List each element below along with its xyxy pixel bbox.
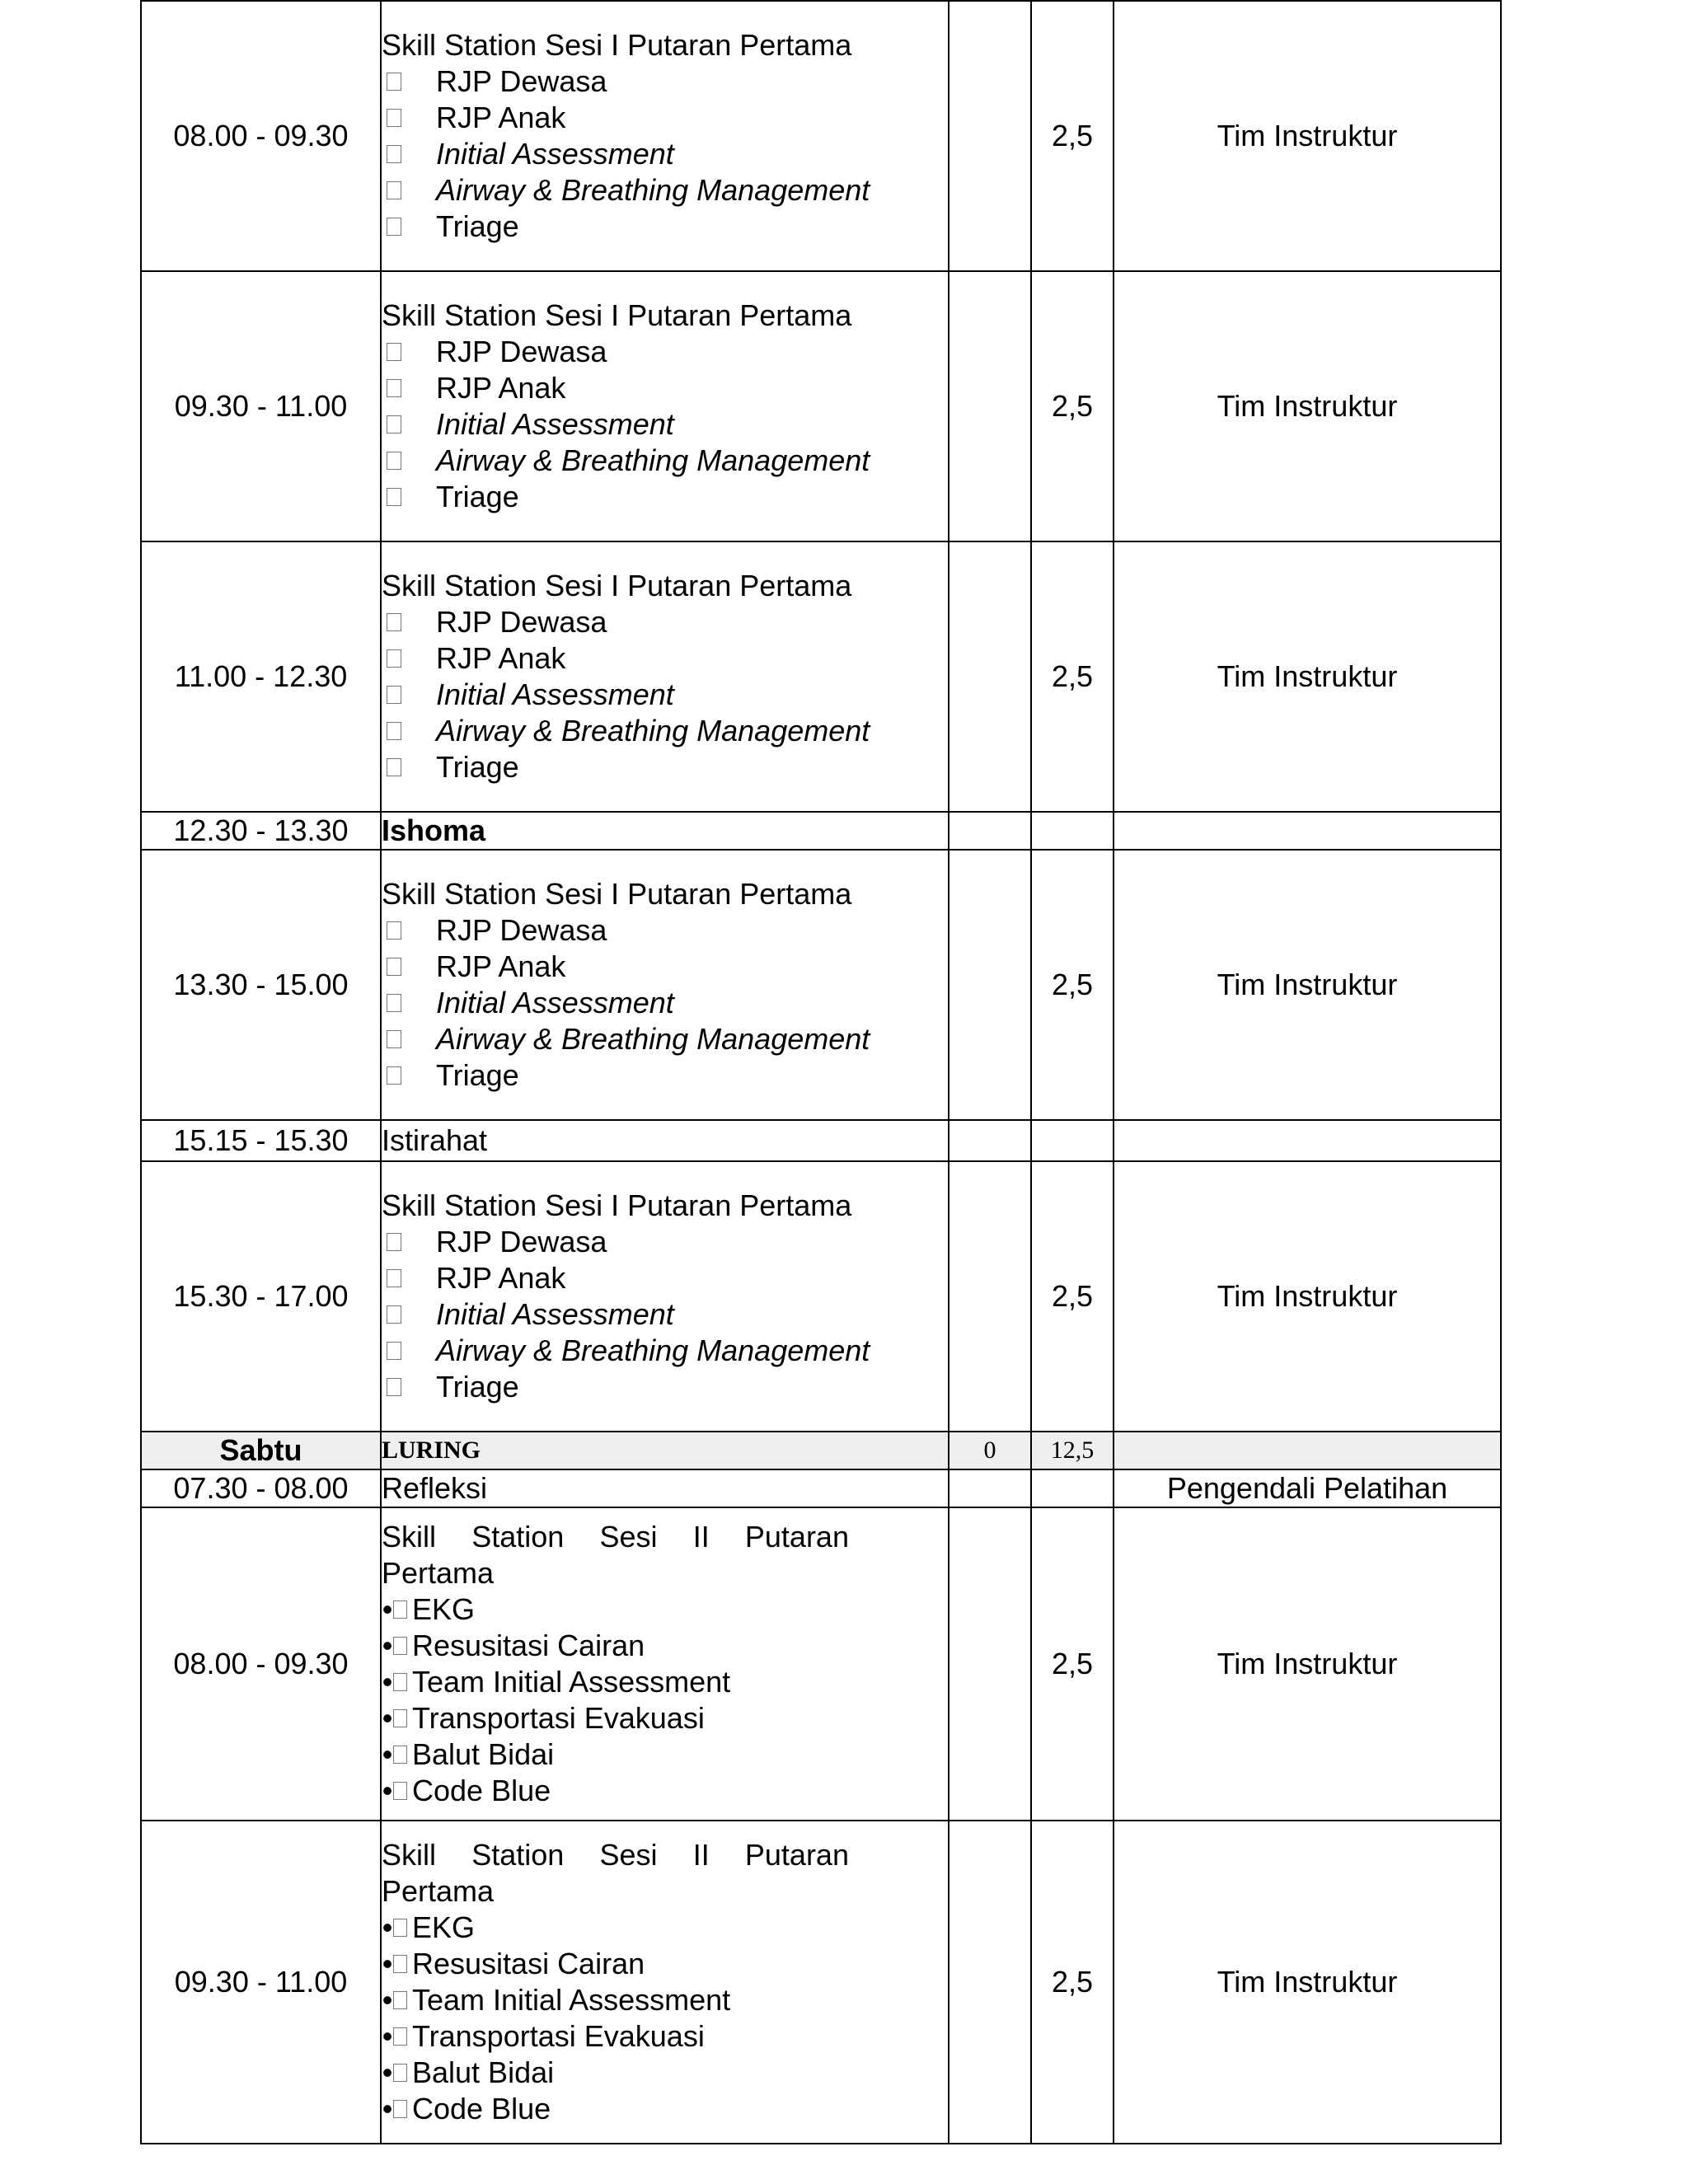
list-item: • Transportasi Evakuasi: [382, 1701, 705, 1735]
activity-cell: Istirahat: [381, 1120, 949, 1161]
list-item: RJP Dewasa: [382, 334, 948, 370]
jp-cell: 2,5: [1031, 271, 1114, 541]
checkbox-icon: [393, 1991, 407, 2009]
list-item: • EKG: [382, 1910, 476, 1944]
activity-title-cont: Pertama: [382, 1556, 495, 1590]
activity-cell: [381, 1821, 949, 2144]
activity-title: Skill Station Sesi I Putaran Pertama: [382, 569, 852, 602]
activity-cell: Refleksi: [381, 1469, 949, 1507]
bullet-icon: •: [382, 1910, 393, 1944]
jp-cell: 2,5: [1031, 1, 1114, 271]
activity-title: Skill Station Sesi I Putaran Pertama: [382, 1188, 852, 1222]
activity-title: Skill Station Sesi I Putaran Pertama: [382, 877, 852, 911]
list-item: Airway & Breathing Management: [382, 443, 948, 479]
list-item: • Resusitasi Cairan: [382, 1947, 645, 1980]
list-item: RJP Anak: [382, 949, 948, 985]
jp-cell: 2,5: [1031, 541, 1114, 812]
list-item: RJP Dewasa: [382, 604, 948, 640]
checkbox-icon: [387, 343, 401, 361]
checkbox-icon: [393, 1782, 407, 1800]
checkbox-icon: [393, 1601, 407, 1619]
time-cell: 09.30 - 11.00: [141, 1821, 381, 2144]
list-item: Initial Assessment: [382, 985, 948, 1021]
schedule-row: [141, 1469, 1501, 1507]
col3-cell: [949, 1507, 1031, 1821]
person-cell: Pengendali Pelatihan: [1114, 1469, 1501, 1507]
col3-cell: [949, 812, 1031, 850]
bullet-icon: •: [382, 2092, 393, 2125]
time-cell: 15.15 - 15.30: [141, 1120, 381, 1161]
time-cell: 12.30 - 13.30: [141, 812, 381, 850]
col3-cell: [949, 1821, 1031, 2144]
jp-cell: [1031, 1120, 1114, 1161]
list-item: RJP Anak: [382, 370, 948, 406]
activity-cell: [381, 541, 949, 812]
checkbox-icon: [387, 722, 401, 740]
list-item: Airway & Breathing Management: [382, 1333, 948, 1369]
person-cell: Tim Instruktur: [1114, 271, 1501, 541]
checkbox-icon: [387, 1233, 401, 1251]
checkbox-icon: [387, 1066, 401, 1085]
schedule-row: [141, 1161, 1501, 1432]
checkbox-icon: [387, 649, 401, 668]
activity-title: Skill Station Sesi I Putaran Pertama: [382, 28, 852, 62]
schedule-row: [141, 541, 1501, 812]
jp-cell: 2,5: [1031, 1821, 1114, 2144]
list-item: RJP Dewasa: [382, 1224, 948, 1260]
col3-cell: [949, 850, 1031, 1120]
person-cell: Tim Instruktur: [1114, 1507, 1501, 1821]
list-item: Triage: [382, 1369, 948, 1405]
schedule-row: [141, 1, 1501, 271]
checkbox-icon: [387, 613, 401, 631]
checkbox-icon: [393, 2027, 407, 2046]
col3-cell: [949, 1, 1031, 271]
schedule-table: [140, 0, 1502, 2144]
activity-title-cont: Pertama: [382, 1874, 495, 1908]
col3-cell: [949, 1120, 1031, 1161]
list-item: • Balut Bidai: [382, 1737, 555, 1771]
list-item: • EKG: [382, 1592, 476, 1626]
list-item: Initial Assessment: [382, 406, 948, 443]
person-cell: [1114, 1432, 1501, 1469]
day-header-row: [141, 1432, 1501, 1469]
activity-title: Ishoma: [382, 813, 486, 847]
checkbox-icon: [387, 181, 401, 199]
list-item: Triage: [382, 209, 948, 245]
list-item: Airway & Breathing Management: [382, 172, 948, 209]
time-cell: 09.30 - 11.00: [141, 271, 381, 541]
list-item: Initial Assessment: [382, 677, 948, 713]
checkbox-icon: [387, 921, 401, 940]
checkbox-icon: [387, 758, 401, 776]
checkbox-icon: [387, 109, 401, 127]
list-item: Triage: [382, 1057, 948, 1094]
time-cell: 11.00 - 12.30: [141, 541, 381, 812]
list-item: RJP Anak: [382, 100, 948, 136]
col3-cell: [949, 541, 1031, 812]
checkbox-icon: [387, 1305, 401, 1324]
bullet-icon: •: [382, 2019, 393, 2053]
checkbox-icon: [393, 1955, 407, 1973]
bullet-icon: •: [382, 1737, 393, 1771]
person-cell: [1114, 1120, 1501, 1161]
list-item: • Balut Bidai: [382, 2055, 555, 2089]
checkbox-icon: [393, 2100, 407, 2118]
jp-cell: [1031, 812, 1114, 850]
checkbox-icon: [387, 379, 401, 397]
list-item: • Team Initial Assessment: [382, 1983, 731, 2017]
jp-cell: 2,5: [1031, 1507, 1114, 1821]
checkbox-icon: [393, 1919, 407, 1937]
activity-cell: [381, 1, 949, 271]
jp-cell: 2,5: [1031, 850, 1114, 1120]
bullet-icon: •: [382, 1665, 393, 1699]
list-item: Triage: [382, 749, 948, 785]
time-cell: 08.00 - 09.30: [141, 1507, 381, 1821]
bullet-icon: •: [382, 1629, 393, 1662]
schedule-row: [141, 1821, 1501, 2144]
time-cell: 13.30 - 15.00: [141, 850, 381, 1120]
col3-cell: 0: [949, 1432, 1031, 1469]
checkbox-icon: [387, 1030, 401, 1048]
checkbox-icon: [393, 2064, 407, 2082]
col3-cell: [949, 1161, 1031, 1432]
checkbox-icon: [387, 686, 401, 704]
list-item: RJP Dewasa: [382, 912, 948, 949]
checkbox-icon: [387, 1378, 401, 1396]
schedule-row: [141, 850, 1501, 1120]
activity-title: Skill Station Sesi II Putaran: [382, 1838, 849, 1872]
jp-cell: 2,5: [1031, 1161, 1114, 1432]
person-cell: Tim Instruktur: [1114, 1161, 1501, 1432]
checkbox-icon: [393, 1637, 407, 1655]
checkbox-icon: [387, 415, 401, 434]
jp-cell: 12,5: [1031, 1432, 1114, 1469]
activity-cell: [381, 812, 949, 850]
checkbox-icon: [387, 1342, 401, 1360]
checkbox-icon: [387, 994, 401, 1012]
schedule-row: [141, 271, 1501, 541]
schedule-row: [141, 812, 1501, 850]
time-cell: 07.30 - 08.00: [141, 1469, 381, 1507]
day-label: Sabtu: [141, 1432, 381, 1469]
schedule-row: [141, 1120, 1501, 1161]
checkbox-icon: [393, 1746, 407, 1764]
activity-cell: [381, 1507, 949, 1821]
person-cell: Tim Instruktur: [1114, 1821, 1501, 2144]
list-item: • Code Blue: [382, 1774, 551, 1807]
bullet-icon: •: [382, 1947, 393, 1980]
checkbox-icon: [387, 452, 401, 470]
list-item: Airway & Breathing Management: [382, 1021, 948, 1057]
jp-cell: [1031, 1469, 1114, 1507]
activity-title: Skill Station Sesi II Putaran: [382, 1520, 849, 1554]
list-item: RJP Anak: [382, 640, 948, 677]
checkbox-icon: [387, 73, 401, 91]
list-item: Triage: [382, 479, 948, 515]
list-item: Airway & Breathing Management: [382, 713, 948, 749]
checkbox-icon: [387, 218, 401, 236]
bullet-icon: •: [382, 2055, 393, 2089]
list-item: Initial Assessment: [382, 136, 948, 172]
time-cell: 08.00 - 09.30: [141, 1, 381, 271]
list-item: RJP Anak: [382, 1260, 948, 1296]
list-item: Initial Assessment: [382, 1296, 948, 1333]
checkbox-icon: [393, 1709, 407, 1727]
session-mode: LURING: [381, 1432, 949, 1469]
checkbox-icon: [387, 958, 401, 976]
bullet-icon: •: [382, 1701, 393, 1735]
bullet-icon: •: [382, 1774, 393, 1807]
col3-cell: [949, 1469, 1031, 1507]
list-item: • Team Initial Assessment: [382, 1665, 731, 1699]
person-cell: Tim Instruktur: [1114, 541, 1501, 812]
schedule-row: [141, 1507, 1501, 1821]
list-item: • Resusitasi Cairan: [382, 1629, 645, 1662]
bullet-icon: •: [382, 1592, 393, 1626]
activity-cell: [381, 850, 949, 1120]
person-cell: Tim Instruktur: [1114, 850, 1501, 1120]
list-item: • Transportasi Evakuasi: [382, 2019, 705, 2053]
list-item: • Code Blue: [382, 2092, 551, 2125]
list-item: RJP Dewasa: [382, 63, 948, 100]
activity-cell: [381, 271, 949, 541]
activity-title: Skill Station Sesi I Putaran Pertama: [382, 298, 852, 332]
time-cell: 15.30 - 17.00: [141, 1161, 381, 1432]
checkbox-icon: [387, 1269, 401, 1287]
activity-cell: [381, 1161, 949, 1432]
person-cell: Tim Instruktur: [1114, 1, 1501, 271]
checkbox-icon: [387, 145, 401, 163]
col3-cell: [949, 271, 1031, 541]
checkbox-icon: [387, 488, 401, 506]
checkbox-icon: [393, 1673, 407, 1691]
person-cell: [1114, 812, 1501, 850]
bullet-icon: •: [382, 1983, 393, 2017]
